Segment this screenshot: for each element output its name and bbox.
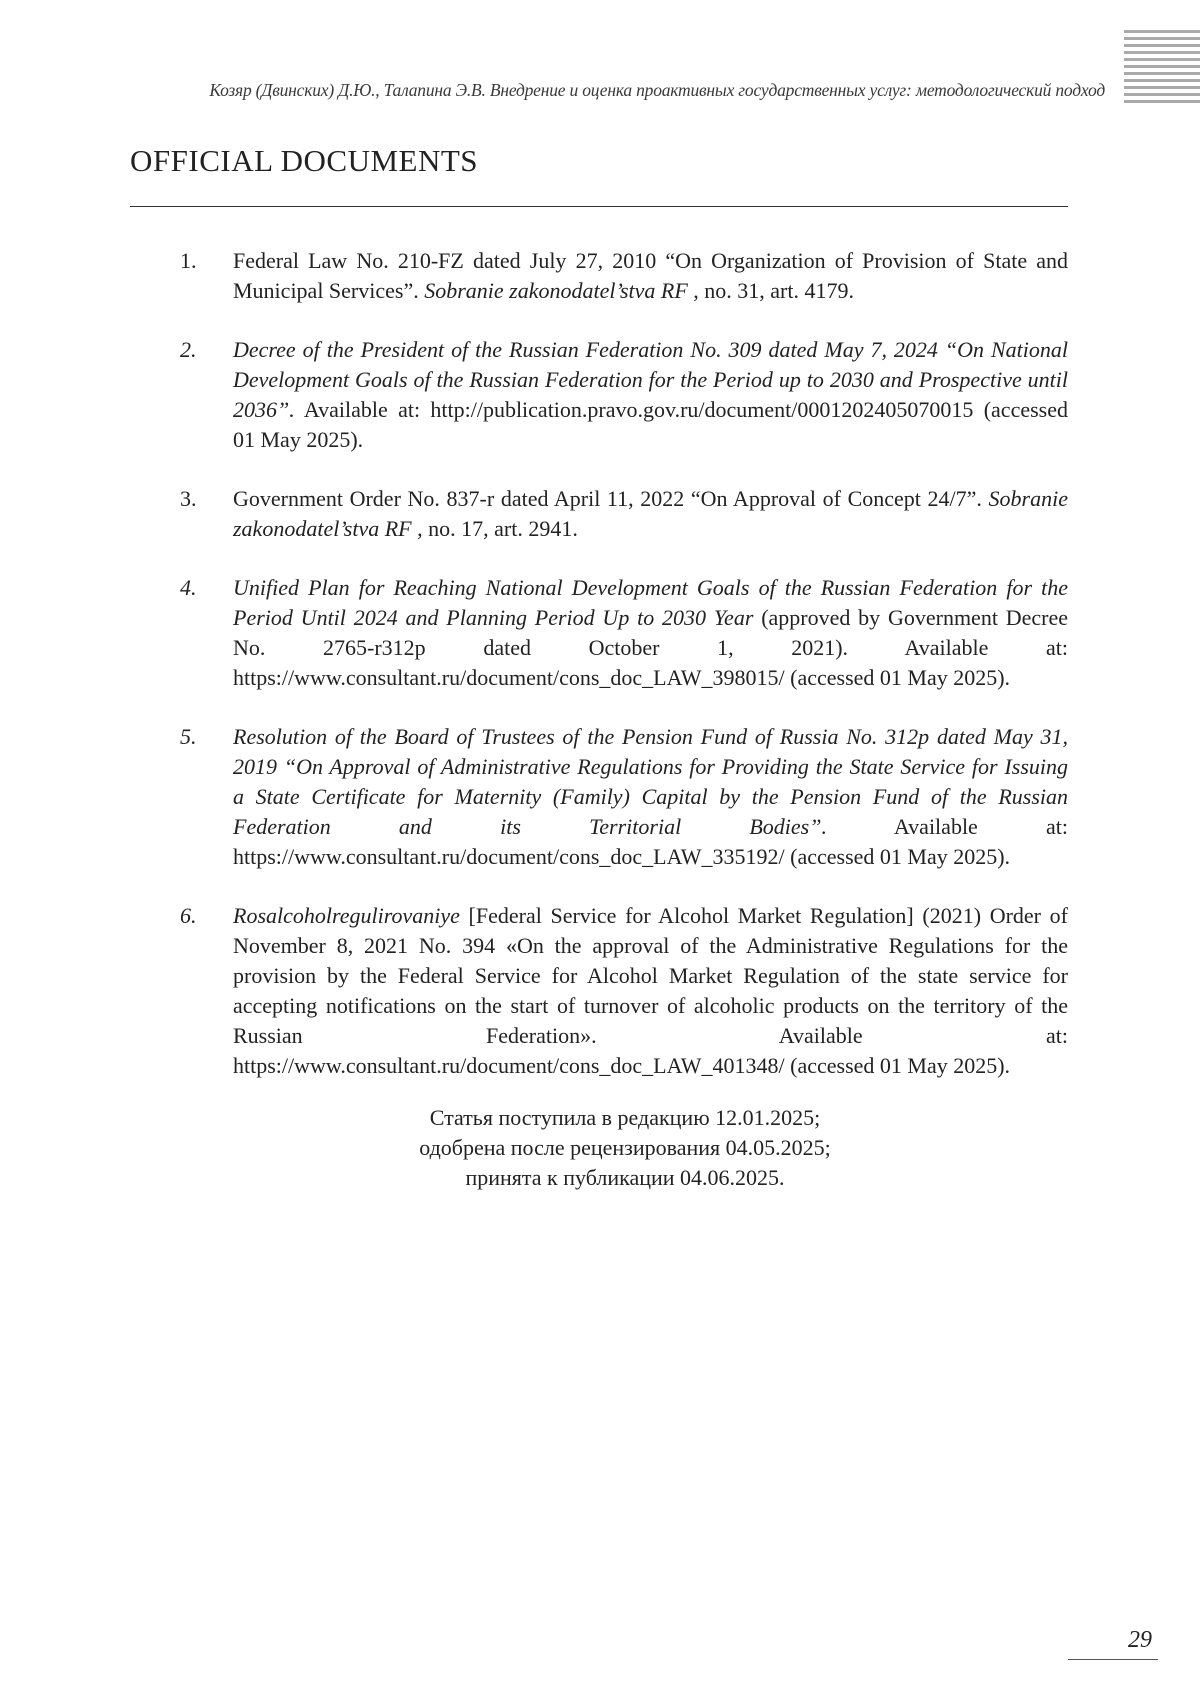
reference-title: Decree of the President of the Russian Federation No. 309 dated May 7, 2024 “On National Development Goals of the Russian Federation for the Period up to 2030 and Prospective until 2036”. — [233, 337, 1068, 422]
reference-text: , no. 17, art. 2941. — [411, 516, 578, 541]
received-date-line: Статья поступила в редакцию 12.01.2025; — [429, 1105, 821, 1130]
reference-text: Federal Law No. 210-FZ dated July 27, 2010 “On Organization of Provision of State and Municipal Services”. — [233, 248, 1068, 303]
reference-number: 4. — [180, 575, 197, 600]
reference-source: Sobranie zakonodatel’stva RF — [233, 486, 1068, 541]
header-decorative-stripes — [1124, 30, 1200, 110]
running-head: Козяр (Двинских) Д.Ю., Талапина Э.В. Внедрение и оценка проактивных государственных услуг: методологический подход — [209, 80, 1105, 100]
reference-list — [180, 246, 1068, 1110]
reference-number: 6. — [180, 903, 197, 928]
approved-date-line: одобрена после рецензирования 04.05.2025; — [419, 1135, 831, 1160]
reference-number: 3. — [180, 486, 197, 511]
reference-author: Rosalcoholregulirovaniye — [233, 903, 460, 928]
reference-item — [180, 901, 1068, 1081]
reference-item — [180, 573, 1068, 693]
reference-item — [180, 484, 1068, 544]
reference-text: [Federal Service for Alcohol Market Regulation] (2021) Order of November 8, 2021 No. 394 «On the approval of the Administrative Regulations for the provision by the Federal Service for Alcohol Market Regulation of the state service for accepting notifications on the start of turnover of alcoholic products on the territory of the Russian Federation». Available at: https://www.consultant.ru/document/cons_doc_LAW_401348/ (accessed 01 May 2025). — [233, 903, 1068, 1078]
reference-source: Sobranie zakonodatel’stva RF — [424, 278, 688, 303]
article-history-note — [300, 1103, 950, 1193]
reference-number: 1. — [180, 248, 197, 273]
reference-text: , no. 31, art. 4179. — [687, 278, 854, 303]
reference-text: Available at: https://www.consultant.ru/document/cons_doc_LAW_335192/ (accessed 01 May 2025). — [233, 814, 1068, 869]
reference-text: Government Order No. 837-r dated April 11, 2022 “On Approval of Concept 24/7”. — [233, 486, 989, 511]
page-number: 29 — [1068, 1627, 1158, 1660]
accepted-date-line: принята к публикации 04.06.2025. — [465, 1165, 785, 1190]
section-title: OFFICIAL DOCUMENTS — [130, 143, 479, 178]
reference-item — [180, 335, 1068, 455]
reference-item — [180, 722, 1068, 872]
reference-title: Unified Plan for Reaching National Development Goals of the Russian Federation for the Period Until 2024 and Planning Period Up to 2030 Year — [233, 575, 1068, 630]
reference-text: Available at: http://publication.pravo.gov.ru/document/0001202405070015 (accessed 01 May 2025). — [233, 397, 1068, 452]
reference-item — [180, 246, 1068, 306]
reference-text: (approved by Government Decree No. 2765-r312p dated October 1, 2021). Available at: https://www.consultant.ru/document/cons_doc_LAW_398015/ (accessed 01 May 2025). — [233, 605, 1069, 690]
reference-number: 5. — [180, 724, 197, 749]
reference-title: Resolution of the Board of Trustees of the Pension Fund of Russia No. 312p dated May 31, 2019 “On Approval of Administrative Regulations for Providing the State Service for Issuing a State Certificate for Maternity (Family) Capital by the Pension Fund of the Russian Federation and its Territorial Bodies”. — [233, 724, 1068, 839]
reference-number: 2. — [180, 337, 197, 362]
section-divider — [130, 206, 1068, 207]
